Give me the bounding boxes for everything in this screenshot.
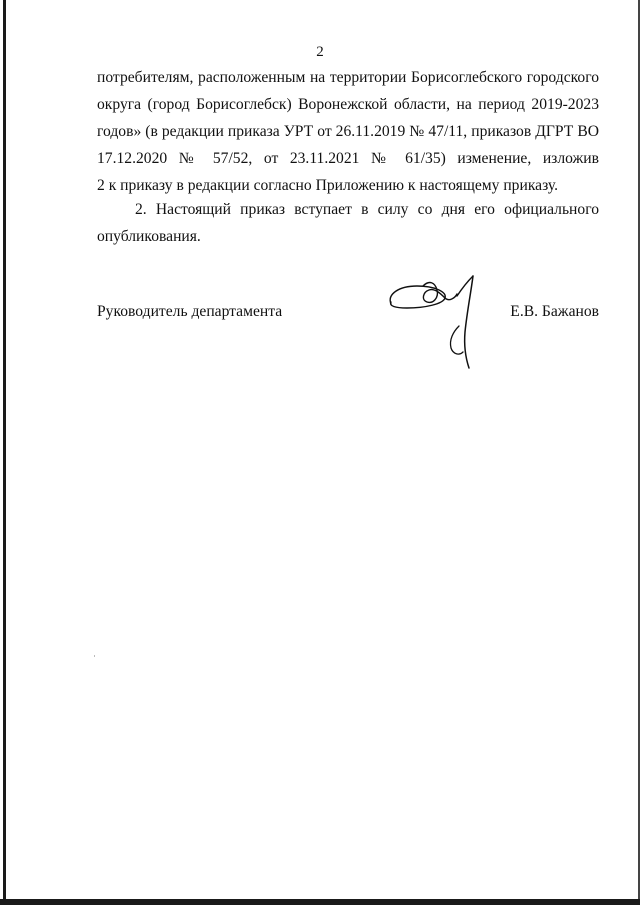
signatory-name: Е.В. Бажанов (510, 303, 599, 320)
paragraph-line: 2. Настоящий приказ вступает в силу со дня его официального (135, 201, 599, 218)
paragraph-line: 17.12.2020 № 57/52, от 23.11.2021 № 61/35) изменение, изложив (97, 150, 599, 167)
paragraph-line: 2 к приказу в редакции согласно Приложению к настоящему приказу. (97, 177, 559, 194)
scan-edge-left (3, 0, 6, 905)
scan-edge-bottom (0, 899, 640, 905)
paragraph-effective-date (97, 196, 599, 250)
scan-speck (94, 655, 95, 657)
handwritten-signature (385, 272, 505, 372)
signatory-position: Руководитель департамента (97, 303, 283, 320)
page-number: 2 (316, 44, 324, 60)
paragraph-amendment (97, 64, 599, 199)
paragraph-line: округа (город Борисоглебск) Воронежской области, на период 2019-2023 (97, 96, 599, 113)
paragraph-line: потребителям, расположенным на территории Борисоглебского городского (97, 69, 599, 86)
signature-block (97, 300, 599, 380)
paragraph-line: опубликования. (97, 228, 201, 245)
paragraph-line: годов» (в редакции приказа УРТ от 26.11.2019 № 47/11, приказов ДГРТ ВО (97, 123, 599, 140)
